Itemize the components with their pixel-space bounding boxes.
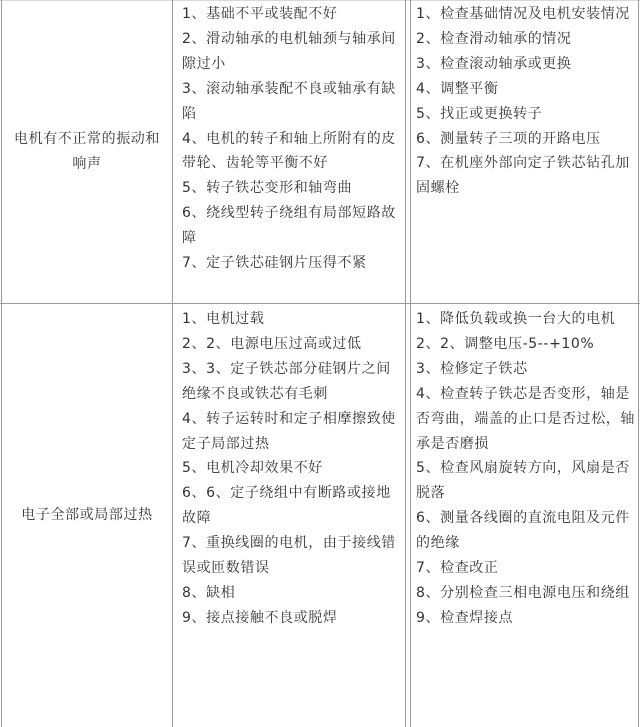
column-divider bbox=[410, 0, 411, 727]
cause-item: 5、电机冷却效果不好 bbox=[182, 460, 323, 477]
remedy-item: 4、检查转子铁芯是否变形，轴是否弯曲，端盖的止口是否过松，轴承是否磨损 bbox=[416, 385, 635, 452]
cause-item: 4、转子运转时和定子相摩擦致使定子局部过热 bbox=[182, 410, 396, 452]
remedy-item: 7、检查改正 bbox=[416, 560, 499, 577]
remedy-item: 1、检查基础情况及电机安装情况 bbox=[416, 6, 630, 22]
table-row bbox=[2, 304, 172, 727]
cause-item: 4、电机的转子和轴上所附有的皮带轮、齿轮等平衡不好 bbox=[182, 130, 396, 172]
remedy-list bbox=[416, 2, 636, 201]
cause-item: 9、接点接触不良或脱焊 bbox=[182, 609, 338, 626]
cause-list bbox=[182, 307, 402, 631]
remedy-item: 4、调整平衡 bbox=[416, 80, 499, 97]
table-row bbox=[2, 0, 172, 303]
fault-label: 电机有不正常的振动和响声 bbox=[14, 130, 160, 172]
cause-item: 6、绕线型转子绕组有局部短路故障 bbox=[182, 205, 396, 247]
remedy-list bbox=[416, 307, 636, 631]
remedy-item: 3、检修定子铁芯 bbox=[416, 360, 528, 377]
remedy-item: 5、找正或更换转子 bbox=[416, 105, 543, 122]
remedy-item: 3、检查滚动轴承或更换 bbox=[416, 55, 572, 72]
remedy-item: 1、降低负载或换一台大的电机 bbox=[416, 311, 616, 327]
remedy-item: 6、测量各线圈的直流电阻及元件的绝缘 bbox=[416, 510, 630, 552]
cause-item: 7、定子铁芯硅钢片压得不紧 bbox=[182, 255, 367, 272]
fault-label: 电子全部或局部过热 bbox=[21, 507, 153, 523]
cause-item: 1、电机过载 bbox=[182, 311, 265, 327]
cause-item: 3、滚动轴承装配不良或轴承有缺陷 bbox=[182, 80, 396, 122]
remedy-item: 8、分别检查三相电源电压和绕组 bbox=[416, 584, 630, 601]
table-right-border bbox=[638, 0, 639, 727]
column-divider bbox=[405, 0, 406, 727]
remedy-item: 7、在机座外部向定子铁芯钻孔加固螺栓 bbox=[416, 155, 630, 197]
remedy-item: 6、测量转子三项的开路电压 bbox=[416, 130, 601, 147]
remedy-item: 2、2、调整电压-5--+10% bbox=[416, 335, 595, 352]
remedy-item: 5、检查风扇旋转方向，风扇是否脱落 bbox=[416, 460, 630, 502]
cause-list bbox=[182, 2, 402, 276]
remedy-item: 2、检查滑动轴承的情况 bbox=[416, 30, 572, 47]
cause-item: 1、基础不平或装配不好 bbox=[182, 6, 338, 22]
cause-item: 2、2、电源电压过高或过低 bbox=[182, 335, 362, 352]
cause-item: 6、6、定子绕组中有断路或接地故障 bbox=[182, 485, 391, 527]
cause-item: 2、滑动轴承的电机轴颈与轴承间隙过小 bbox=[182, 30, 396, 72]
cause-item: 7、重换线圈的电机，由于接线错误或匝数错误 bbox=[182, 535, 396, 577]
remedy-item: 9、检查焊接点 bbox=[416, 609, 514, 626]
cause-item: 8、缺相 bbox=[182, 584, 236, 601]
column-divider bbox=[172, 0, 173, 727]
cause-item: 5、转子铁芯变形和轴弯曲 bbox=[182, 180, 353, 197]
cause-item: 3、3、定子铁芯部分硅钢片之间绝缘不良或铁芯有毛刺 bbox=[182, 360, 391, 402]
